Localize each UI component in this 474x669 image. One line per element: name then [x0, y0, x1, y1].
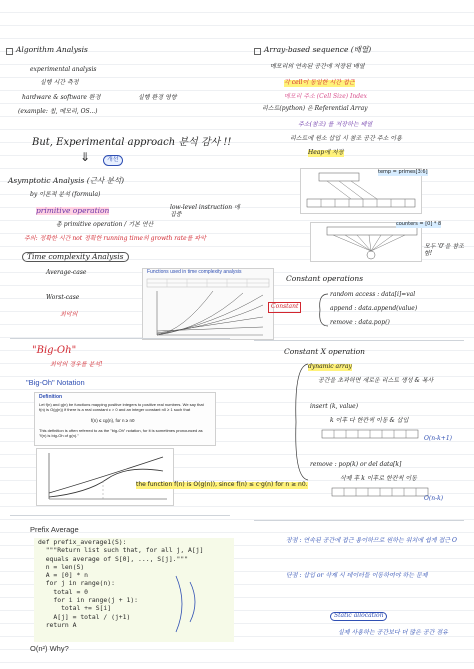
array-note-4: 리스트에 원소 삽입 시 참조 공간 주소 이용	[290, 135, 402, 142]
counters-note: 모두 '0'을 참조함!	[424, 243, 464, 257]
code-line: A[j] = total / (j+1)	[38, 612, 131, 621]
caution-note: 주의: 정확한 시간 not 정확한 running time의 growth rate를 파악	[24, 235, 207, 242]
code-line: total = 0	[38, 587, 89, 596]
constant-operations-title: Constant operations	[286, 274, 364, 283]
improve-circle: 개선	[103, 155, 123, 166]
code-line: """Return list such that, for all j, A[j]	[38, 546, 204, 555]
functions-table-graphic	[143, 269, 273, 339]
code-line: n = len(S)	[38, 562, 85, 571]
algorithm-analysis-title: Algorithm Analysis	[16, 45, 88, 54]
big-oh-graph	[36, 448, 174, 506]
section-divider	[10, 338, 230, 339]
asymptotic-analysis: Asymptotic Analysis (근사 분석)	[8, 176, 124, 185]
section-divider	[10, 515, 230, 516]
time-complexity-label: Time complexity Analysis	[22, 252, 129, 262]
code-line: return A	[38, 620, 77, 629]
constant-brace	[314, 292, 330, 328]
section-divider	[254, 340, 464, 341]
primitive-count: 총 primitive operation / 기본 연산	[56, 221, 154, 228]
insert-note: k 이후 다 한칸씩 이동 & 삽입	[330, 417, 409, 424]
functions-figure	[142, 268, 274, 340]
append-op: append : data.append(value)	[330, 305, 418, 312]
temp-label: temp = primes[3:6]	[378, 169, 428, 175]
hardware-label: hardware & software 환경	[22, 94, 101, 101]
hardware-note: 실행 환경 영향	[138, 94, 177, 101]
constant-x-bracket	[290, 362, 310, 482]
constant-x-title: Constant X operation	[284, 347, 365, 356]
primitive-note: low-level instruction 에 집중	[170, 204, 240, 218]
but-text: But, Experimental approach 분석 감사 !!	[32, 137, 232, 148]
down-arrow-icon: ⇓	[80, 150, 91, 164]
big-oh-curves	[37, 449, 173, 505]
dynamic-note: 공간을 초과하면 새로운 리스트 생성 & 복사	[318, 377, 434, 384]
insert-op: insert (k, value)	[310, 403, 359, 410]
worst-note: 최악의	[60, 311, 78, 318]
definition-title: Definition	[39, 394, 63, 400]
code-line: equals average of S[0], ..., S[j]."""	[38, 554, 189, 563]
array-note-3: 주소(참조) 를 저장하는 배열	[298, 121, 373, 128]
complexity-question: O(n²) Why?	[30, 644, 69, 653]
definition-more: This definition is often referred to as the "big-Oh" notation, for it is sometimes pronounced as "f(n) is big-Oh of g(n)."	[39, 428, 203, 438]
big-oh-note: 최악의 경우를 분석!	[50, 361, 103, 368]
dynamic-array-label: dynamic array	[308, 363, 352, 370]
code-bracket-annotation	[170, 574, 210, 634]
array-note-1: 각 cell이 동일한 시간 접근	[284, 79, 355, 86]
remove2-op: remove : pop(k) or del data[k]	[310, 461, 402, 468]
code-line: total += S[i]	[38, 604, 112, 613]
remove-array-graphic	[330, 486, 430, 500]
experimental-note: 실행 시간 측정	[40, 79, 79, 86]
slice-array-graphic	[301, 169, 421, 213]
code-line: A = [0] * n	[38, 571, 89, 580]
definition-formula: f(n) ≤ cg(n), for n ≥ n0	[91, 418, 135, 423]
remove2-note: 삭제 후 k 이후로 한칸씩 이동	[340, 475, 417, 482]
static-note: 실제 사용하는 공간보다 더 많은 공간 점유	[338, 629, 448, 636]
array-note-5: Heap에 저장	[308, 149, 344, 156]
big-oh-notation-title: "Big-Oh" Notation	[26, 378, 85, 387]
insert-array-graphic	[320, 428, 420, 442]
prefix-average-title: Prefix Average	[30, 525, 79, 534]
remove-op: remove : data.pop()	[330, 319, 390, 326]
static-allocation: Static allocation	[330, 612, 387, 621]
experimental-analysis: experimental analysis	[30, 66, 97, 73]
definition-box	[34, 392, 216, 446]
cons-note: 단점 : 삽입 or 삭제 시 데이터들 이동하여야 하는 문제	[286, 572, 428, 579]
checkbox-icon	[254, 48, 261, 55]
graph-note: the function f(n) is O(g(n)), since f(n) ≤ c·g(n) for n ≥ n0.	[136, 481, 308, 488]
remove2-complexity: O(n-k)	[424, 495, 444, 502]
counters-diagram	[310, 222, 422, 262]
code-line: def prefix_average1(S):	[38, 538, 127, 546]
average-case: Average-case	[46, 269, 87, 276]
section-divider	[254, 520, 464, 521]
random-access-op: random access : data[i]=val	[330, 291, 416, 298]
counters-graphic	[311, 223, 421, 261]
big-oh-handwritten: "Big-Oh"	[32, 345, 77, 356]
pros-note: 장점 : 연속된 공간에 접근 용이하므로 원하는 위치에 쉽게 접근 O	[286, 537, 457, 544]
constant-badge: Constant	[268, 302, 301, 313]
array-sub: 메모리의 연속된 공간에 저장된 배열	[270, 63, 365, 70]
array-python: 리스트(python) 은 Referential Array	[262, 105, 368, 112]
code-line: for i in range(j + 1):	[38, 596, 139, 605]
functions-caption: Functions used in time complexity analysis	[147, 269, 242, 275]
insert-complexity: O(n-k+1)	[424, 435, 452, 442]
array-note-2: 메모리 주소 (Cell Size) Index	[284, 93, 368, 100]
hardware-sub: (example: 칩, 메모리, OS...)	[18, 108, 98, 115]
worst-case: Worst-case	[46, 294, 80, 301]
asymptotic-sub: by 이론적 분석 (formula)	[30, 191, 101, 198]
primitive-operation: primitive operation	[36, 206, 110, 215]
definition-text: Let f(n) and g(n) be functions mapping positive integers to positive real numbers. We say that f(n) is O(g(n)) if there is a real constant c > 0 and an integer constant n0 ≥ 1 such that	[39, 402, 204, 412]
array-sequence-title: Array-based sequence (배열)	[264, 45, 372, 54]
checkbox-icon	[6, 48, 13, 55]
counters-label: counters = [0] * 8	[396, 221, 442, 227]
code-line: for j in range(n):	[38, 579, 115, 588]
